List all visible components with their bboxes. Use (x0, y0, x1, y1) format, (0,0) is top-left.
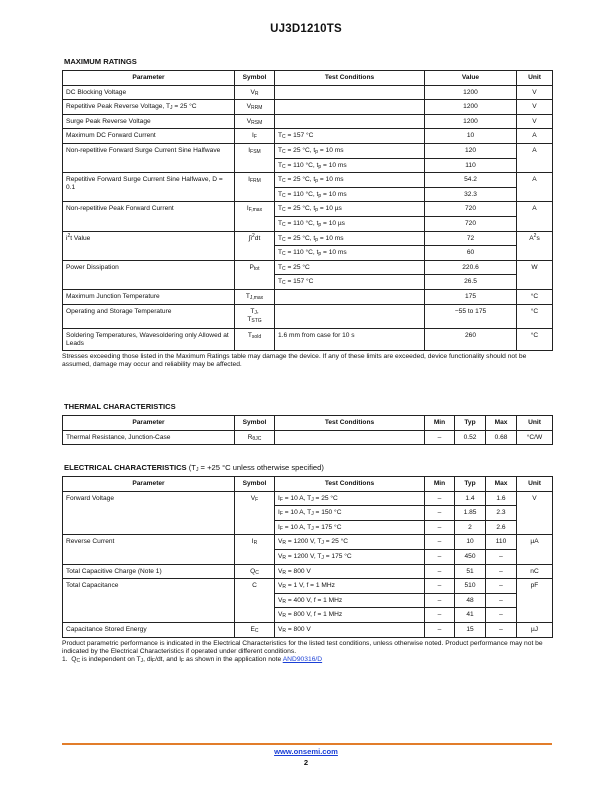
table-row (63, 100, 553, 115)
col-header: Min (425, 416, 455, 431)
electrical-section (62, 463, 552, 664)
electrical-title-text: ELECTRICAL CHARACTERISTICS (64, 463, 187, 472)
parameter-cell: Operating and Storage Temperature (63, 304, 235, 328)
col-header: Typ (455, 477, 486, 492)
footer-website[interactable] (0, 747, 612, 756)
condition-cell: $T_C = 157$ °C (275, 275, 425, 290)
typ-cell: 510 (455, 579, 486, 594)
col-header: Test Conditions (275, 416, 425, 431)
parameter-cell: Thermal Resistance, Junction-Case (63, 430, 235, 445)
condition-cell (275, 85, 425, 100)
maximum-ratings-section (62, 57, 552, 369)
typ-cell: 15 (455, 622, 486, 637)
symbol-cell: $T_{sold}$ (235, 328, 275, 350)
symbol-cell: $V_{RSM}$ (235, 114, 275, 129)
col-header: Symbol (235, 416, 275, 431)
symbol-cell: $I_{FRM}$ (235, 173, 275, 202)
table-row (63, 260, 553, 275)
max-ratings-note: Stresses exceeding those listed in the Maximum Ratings table may damage the device. If any of these limits are exceeded, device functionality should not be assumed, damage may occur and reliability may be affected. (62, 352, 527, 368)
value-cell: 1200 (425, 100, 517, 115)
unit-cell: pF (517, 579, 553, 623)
value-cell: 720 (425, 216, 517, 231)
symbol-cell: $V_{RRM}$ (235, 100, 275, 115)
condition-cell: $T_C = 110$ °C, $t_p = 10$ ms (275, 158, 425, 173)
col-header: Test Conditions (275, 71, 425, 86)
condition-cell (275, 430, 425, 445)
parameter-cell: Reverse Current (63, 535, 235, 564)
table-row (63, 535, 553, 550)
condition-cell: $I_F = 10$ A, $T_J = 25$ °C (275, 491, 425, 506)
parameter-cell: Forward Voltage (63, 491, 235, 535)
col-header: Unit (517, 71, 553, 86)
electrical-table (62, 476, 553, 638)
unit-cell: °C (517, 304, 553, 328)
maximum-ratings-title: MAXIMUM RATINGS (64, 57, 137, 66)
symbol-cell: $I_{F,max}$ (235, 202, 275, 231)
condition-cell: $V_R = 1200$ V, $T_J = 25$ °C (275, 535, 425, 550)
parameter-cell: $i^2t$ Value (63, 231, 235, 260)
col-header: Max (486, 416, 517, 431)
table-row (63, 85, 553, 100)
condition-cell: $V_R = 1200$ V, $T_J = 175$ °C (275, 549, 425, 564)
condition-cell: $T_C = 25$ °C, $t_p = 10$ ms (275, 231, 425, 246)
col-header: Typ (455, 416, 486, 431)
parameter-cell: Non-repetitive Peak Forward Current (63, 202, 235, 231)
min-cell: – (425, 608, 455, 623)
typ-cell: 0.52 (455, 430, 486, 445)
footnote-number: 1. (62, 655, 68, 663)
max-cell: – (486, 608, 517, 623)
thermal-title: THERMAL CHARACTERISTICS (64, 402, 176, 411)
min-cell: – (425, 564, 455, 579)
parameter-cell: Total Capacitive Charge (Note 1) (63, 564, 235, 579)
condition-cell: $T_C = 25$ °C, $t_p = 10$ ms (275, 173, 425, 188)
max-cell: 110 (486, 535, 517, 550)
table-row (63, 328, 553, 350)
col-header: Parameter (63, 71, 235, 86)
table-row (63, 564, 553, 579)
value-cell: −55 to 175 (425, 304, 517, 328)
symbol-cell: $E_C$ (235, 622, 275, 637)
symbol-cell: $T_J$, $T_{STG}$ (235, 304, 275, 328)
condition-cell: $T_C = 157$ °C (275, 129, 425, 144)
min-cell: – (425, 535, 455, 550)
condition-cell: 1.6 mm from case for 10 s (275, 328, 425, 350)
value-cell: 175 (425, 289, 517, 304)
value-cell: 54.2 (425, 173, 517, 188)
table-row (63, 304, 553, 328)
max-cell: 1.6 (486, 491, 517, 506)
typ-cell: 1.85 (455, 506, 486, 521)
parameter-cell: Total Capacitance (63, 579, 235, 623)
table-row (63, 129, 553, 144)
condition-cell: $V_R = 800$ V, f = 1 MHz (275, 608, 425, 623)
value-cell: 720 (425, 202, 517, 217)
value-cell: 26.5 (425, 275, 517, 290)
max-cell: – (486, 622, 517, 637)
min-cell: – (425, 593, 455, 608)
table-header-row (63, 71, 553, 86)
max-cell: 2.6 (486, 520, 517, 535)
parameter-cell: Non-repetitive Forward Surge Current Sine Halfwave (63, 143, 235, 172)
typ-cell: 48 (455, 593, 486, 608)
page-number: 2 (303, 758, 309, 767)
value-cell: 260 (425, 328, 517, 350)
col-header: Parameter (63, 416, 235, 431)
symbol-cell: $P_{tot}$ (235, 260, 275, 289)
application-note-link[interactable]: AND90316/D (282, 655, 323, 663)
condition-cell: $V_R = 800$ V (275, 622, 425, 637)
condition-cell: $T_C = 25$ °C, $t_p = 10$ µs (275, 202, 425, 217)
col-header: Test Conditions (275, 477, 425, 492)
value-cell: 1200 (425, 114, 517, 129)
condition-cell: $V_R = 1$ V, f = 1 MHz (275, 579, 425, 594)
unit-cell: $A^2s$ (517, 231, 553, 260)
condition-cell (275, 289, 425, 304)
max-cell: 2.3 (486, 506, 517, 521)
unit-cell: V (517, 100, 553, 115)
table-row (63, 579, 553, 594)
unit-cell: V (517, 491, 553, 535)
max-cell: – (486, 564, 517, 579)
unit-cell: °C (517, 289, 553, 304)
unit-cell: µJ (517, 622, 553, 637)
electrical-condition: ($T_J = +25$ °C unless otherwise specified) (188, 463, 324, 473)
unit-cell: A (517, 202, 553, 231)
col-header: Value (425, 71, 517, 86)
symbol-cell: $Q_C$ (235, 564, 275, 579)
min-cell: – (425, 579, 455, 594)
condition-cell: $I_F = 10$ A, $T_J = 150$ °C (275, 506, 425, 521)
parameter-cell: Power Dissipation (63, 260, 235, 289)
min-cell: – (425, 506, 455, 521)
unit-cell: °C/W (517, 430, 553, 445)
typ-cell: 1.4 (455, 491, 486, 506)
col-header: Max (486, 477, 517, 492)
unit-cell: V (517, 114, 553, 129)
parameter-cell: Repetitive Forward Surge Current Sine Halfwave, D = 0.1 (63, 173, 235, 202)
max-cell: – (486, 579, 517, 594)
table-header-row (63, 477, 553, 492)
min-cell: – (425, 491, 455, 506)
symbol-cell: C (235, 579, 275, 623)
typ-cell: 41 (455, 608, 486, 623)
condition-cell: $T_C = 25$ °C (275, 260, 425, 275)
parameter-cell: Repetitive Peak Reverse Voltage, $T_J = 25$ °C (63, 100, 235, 115)
col-header: Parameter (63, 477, 235, 492)
condition-cell (275, 114, 425, 129)
parameter-cell: Maximum Junction Temperature (63, 289, 235, 304)
symbol-cell: $I_{FSM}$ (235, 143, 275, 172)
symbol-cell: $I_R$ (235, 535, 275, 564)
col-header: Symbol (235, 477, 275, 492)
col-header: Unit (517, 416, 553, 431)
typ-cell: 10 (455, 535, 486, 550)
symbol-cell: $I_F$ (235, 129, 275, 144)
table-row (63, 143, 553, 158)
typ-cell: 2 (455, 520, 486, 535)
parameter-cell: Maximum DC Forward Current (63, 129, 235, 144)
electrical-title (64, 463, 552, 472)
max-cell: – (486, 549, 517, 564)
table-row (63, 231, 553, 246)
parameter-cell: Capacitance Stored Energy (63, 622, 235, 637)
value-cell: 10 (425, 129, 517, 144)
value-cell: 60 (425, 246, 517, 261)
value-cell: 110 (425, 158, 517, 173)
table-row (63, 114, 553, 129)
thermal-table (62, 415, 553, 445)
unit-cell: nC (517, 564, 553, 579)
condition-cell (275, 100, 425, 115)
table-header-row (63, 416, 553, 431)
condition-cell: $T_C = 25$ °C, $t_p = 10$ ms (275, 143, 425, 158)
table-row (63, 430, 553, 445)
condition-cell: $I_F = 10$ A, $T_J = 175$ °C (275, 520, 425, 535)
symbol-cell: $\int i^2dt$ (235, 231, 275, 260)
table-row (63, 491, 553, 506)
table-row (63, 289, 553, 304)
condition-cell: $V_R = 800$ V (275, 564, 425, 579)
col-header: Min (425, 477, 455, 492)
typ-cell: 51 (455, 564, 486, 579)
parameter-cell: Soldering Temperatures, Wavesoldering only Allowed at Leads (63, 328, 235, 350)
max-cell: – (486, 593, 517, 608)
symbol-cell: $T_{J,max}$ (235, 289, 275, 304)
col-header: Symbol (235, 71, 275, 86)
table-row (63, 202, 553, 217)
unit-cell: µA (517, 535, 553, 564)
footer-rule (62, 743, 552, 745)
col-header: Unit (517, 477, 553, 492)
table-row (63, 622, 553, 637)
value-cell: 1200 (425, 85, 517, 100)
document-title: UJ3D1210TS (270, 23, 342, 35)
min-cell: – (425, 622, 455, 637)
symbol-cell: $V_F$ (235, 491, 275, 535)
condition-cell (275, 304, 425, 328)
condition-cell: $T_C = 110$ °C, $t_p = 10$ ms (275, 246, 425, 261)
condition-cell: $V_R = 400$ V, f = 1 MHz (275, 593, 425, 608)
unit-cell: °C (517, 328, 553, 350)
value-cell: 32.3 (425, 187, 517, 202)
electrical-note: Product parametric performance is indicated in the Electrical Characteristics for the listed test conditions, unless otherwise noted. Product performance may not be indicated by the Electrical Characteristics if operated under different conditions. (62, 639, 543, 655)
symbol-cell: $V_R$ (235, 85, 275, 100)
unit-cell: W (517, 260, 553, 289)
unit-cell: A (517, 173, 553, 202)
condition-cell: $T_C = 110$ °C, $t_p = 10$ ms (275, 187, 425, 202)
website-link[interactable]: www.onsemi.com (274, 747, 338, 756)
value-cell: 220.6 (425, 260, 517, 275)
parameter-cell: DC Blocking Voltage (63, 85, 235, 100)
table-row (63, 173, 553, 188)
symbol-cell: $R_{\theta JC}$ (235, 430, 275, 445)
value-cell: 72 (425, 231, 517, 246)
unit-cell: V (517, 85, 553, 100)
unit-cell: A (517, 129, 553, 144)
maximum-ratings-table (62, 70, 553, 351)
value-cell: 120 (425, 143, 517, 158)
min-cell: – (425, 430, 455, 445)
min-cell: – (425, 549, 455, 564)
unit-cell: A (517, 143, 553, 172)
thermal-section (62, 402, 552, 445)
condition-cell: $T_C = 110$ °C, $t_p = 10$ µs (275, 216, 425, 231)
parameter-cell: Surge Peak Reverse Voltage (63, 114, 235, 129)
footnote: 1. $Q_C$ is independent on $T_J$, $di_F/dt$, and $I_F$ as shown in the application note AND90316/D (62, 655, 323, 664)
min-cell: – (425, 520, 455, 535)
max-cell: 0.68 (486, 430, 517, 445)
typ-cell: 450 (455, 549, 486, 564)
